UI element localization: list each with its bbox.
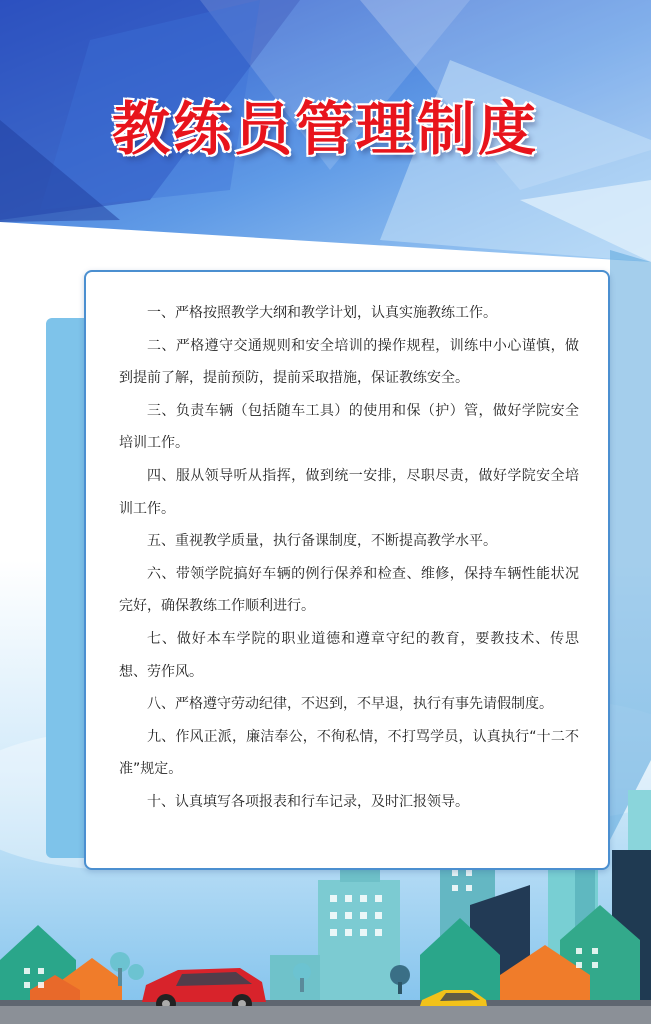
rule-item: 六、带领学院搞好车辆的例行保养和检查、维修，保持车辆性能状况完好，确保教练工作顺利进行。 [119,565,579,615]
rule-item: 一、严格按照教学大纲和教学计划，认真实施教练工作。 [147,305,497,321]
rule-item: 五、重视教学质量，执行备课制度，不断提高教学水平。 [147,533,497,550]
rule-item: 十、认真填写各项报表和行车记录，及时汇报领导。 [147,793,469,810]
rule-item: 九、作风正派，廉洁奉公，不徇私情，不打骂学员，认真执行“十二不准”规定。 [119,728,579,778]
rule-item: 四、服从领导听从指挥，做到统一安排，尽职尽责，做好学院安全培训工作。 [119,467,579,517]
rule-item: 七、做好本车学院的职业道德和遵章守纪的教育，要教技术、传思想、劳作风。 [119,630,579,680]
rule-item: 二、严格遵守交通规则和安全培训的操作规程，训练中小心谨慎，做到提前了解，提前预防，提前采取措施，保证教练安全。 [119,337,579,387]
rules-list [119,297,579,819]
page-title: 教练员管理制度 [111,95,539,163]
road-strip [0,1006,651,1024]
rule-item: 三、负责车辆（包括随车工具）的使用和保（护）管，做好学院安全培训工作。 [119,402,579,452]
rule-item: 八、严格遵守劳动纪律，不迟到，不早退，执行有事先请假制度。 [147,696,553,713]
